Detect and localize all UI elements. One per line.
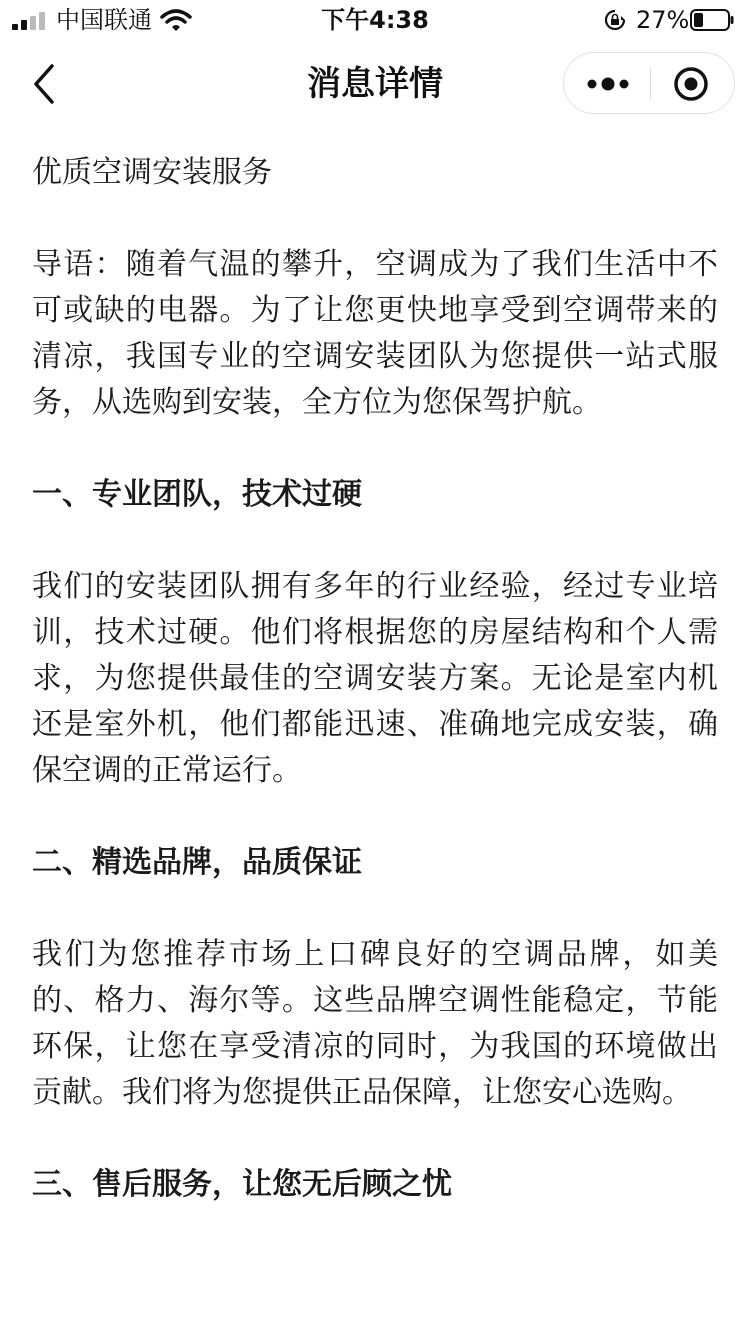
section-heading-1: 一、专业团队，技术过硬	[32, 477, 362, 512]
article-intro: 导语：随着气温的攀升，空调成为了我们生活中不可或缺的电器。为了让您更快地享受到空调带来的清凉，我国专业的空调安装团队为您提供一站式服务，从选购到安装，全方位为您保驾护航。	[32, 247, 718, 420]
page-title: 消息详情	[307, 64, 443, 104]
section-body-2: 我们为您推荐市场上口碑良好的空调品牌，如美的、格力、海尔等。这些品牌空调性能稳定，节能环保，让您在享受清凉的同时，为我国的环境做出贡献。我们将为您提供正品保障，让您安心选购。	[32, 937, 718, 1110]
nav-bar	[0, 40, 750, 128]
status-bar	[0, 0, 750, 40]
rotation-lock-icon	[604, 9, 626, 31]
article-title: 优质空调安装服务	[32, 155, 272, 190]
carrier-name: 中国联通	[56, 6, 152, 34]
section-heading-3: 三、售后服务，让您无后顾之忧	[32, 1167, 452, 1202]
more-dots-icon[interactable]	[564, 53, 650, 113]
battery-icon	[690, 9, 734, 31]
target-close-icon[interactable]	[651, 53, 735, 113]
section-body-1: 我们的安装团队拥有多年的行业经验，经过专业培训，技术过硬。他们将根据您的房屋结构和个人需求，为您提供最佳的空调安装方案。无论是室内机还是室外机，他们都能迅速、准确地完成安装，确保空调的正常运行。	[32, 569, 718, 788]
article-content	[32, 150, 718, 1254]
mini-program-capsule	[563, 52, 735, 114]
section-heading-2: 二、精选品牌，品质保证	[32, 845, 362, 880]
status-time: 下午4:38	[321, 6, 429, 34]
battery-percent: 27%	[636, 6, 690, 34]
